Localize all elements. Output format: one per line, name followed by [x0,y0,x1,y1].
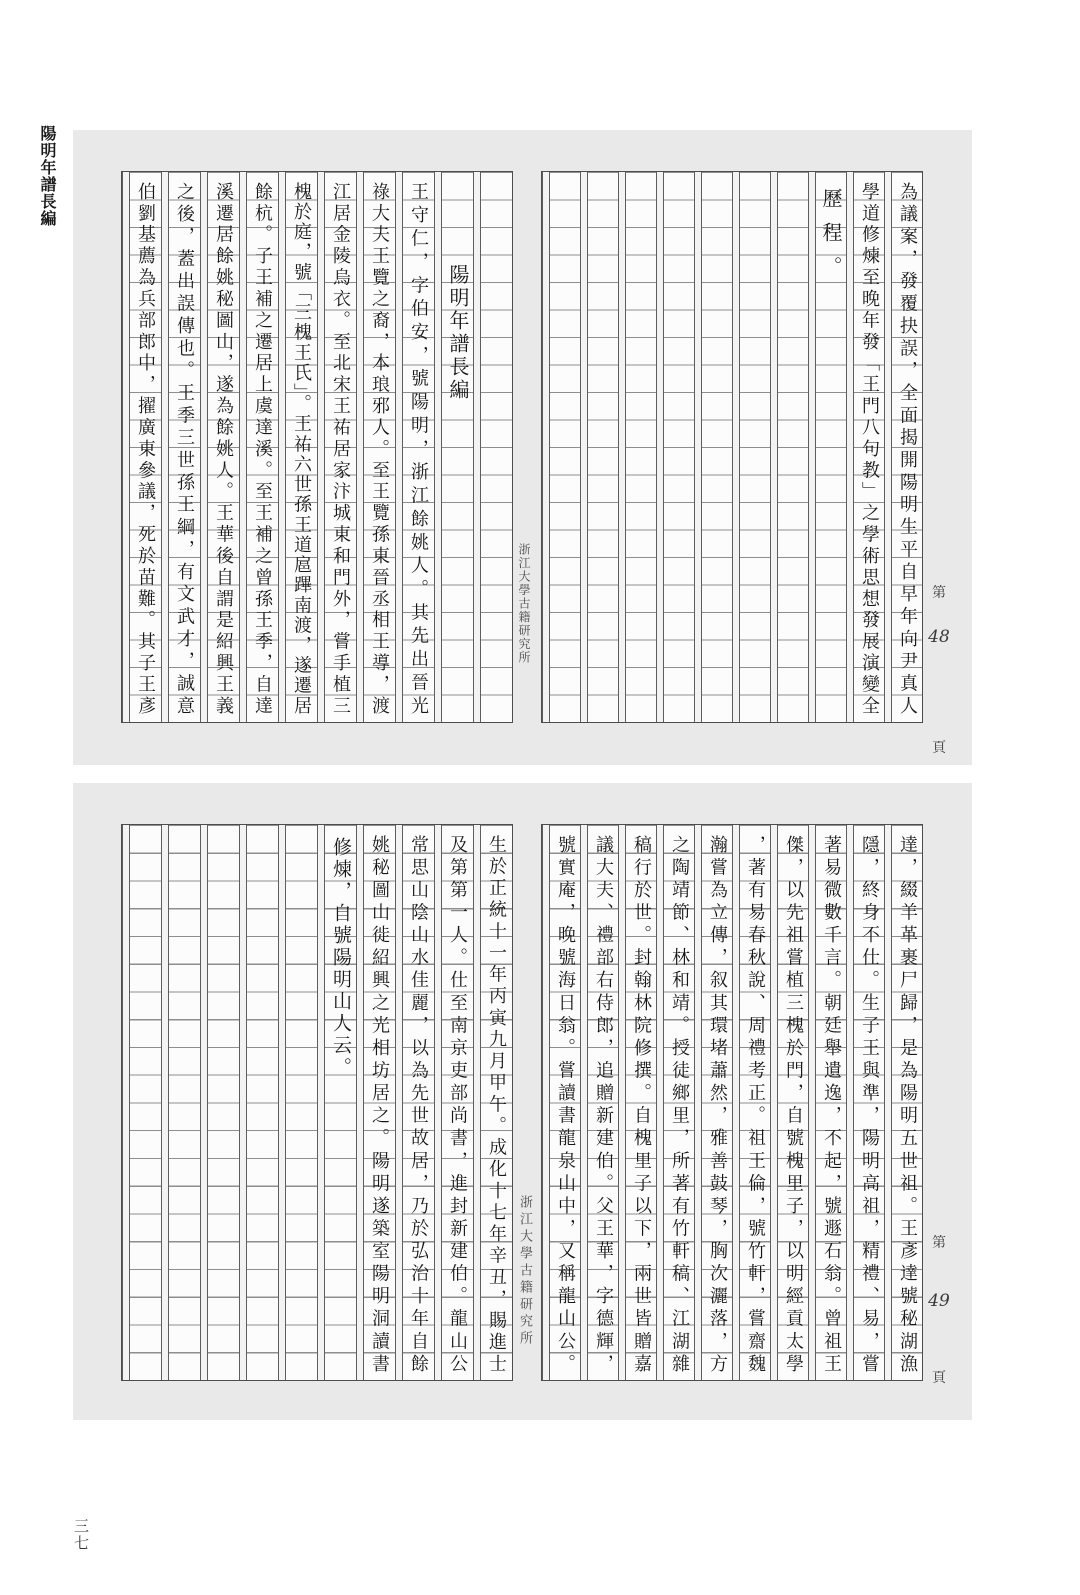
page-label-suffix: 頁 [932,740,946,756]
page-number: 49 [928,1291,950,1311]
book-title-column: 陽明年譜長編 [446,264,470,402]
grid-panel-right [542,825,922,1380]
folio-page-number: 三七 [72,1518,90,1552]
text-column: 槐於庭，號「三槐王氏」。王祐六世孫王道扈蹕南渡，遂遷居 [291,182,312,714]
text-column: 及第第一人。仕至南京吏部尚書，進封新建伯。龍山公 [447,835,468,1372]
text-column: 隱，終身不仕。生子王與準，陽明高祖，精禮、易，嘗 [859,835,880,1372]
text-column: 江居金陵烏衣。至北宋王祐居家汴城東和門外，嘗手植三 [330,182,351,714]
text-column: 歷程。 [819,188,843,290]
text-column: 議大夫、禮部右侍郎，追贈新建伯。父王華，字德輝， [593,835,614,1372]
grid-panel-left [122,172,512,722]
running-head: 陽明年譜長編 [38,125,57,227]
text-column: 常思山陰山水佳麗，以為先世故居，乃於弘治十年自餘 [408,835,429,1372]
institution-stamp: 浙江大學古籍研究所 [517,543,531,665]
text-column: 祿大夫王覽之裔，本琅邪人。至王覽孫東晉丞相王導，渡 [369,182,390,714]
text-column: 為議案，發覆抉誤，全面揭開陽明生平自早年向尹真人 [897,182,918,714]
page-label-prefix: 第 [932,1235,946,1251]
text-column: ，著有易春秋說、周禮考正。祖王倫，號竹軒，嘗齋魏 [745,835,766,1372]
text-column: 學道修煉至晚年發「王門八句教」之學術思想發展演變全 [859,182,880,714]
page-label-prefix: 第 [932,585,946,601]
manuscript-sheet-page-48 [73,130,972,765]
text-column: 之陶靖節、林和靖。授徒鄉里，所著有竹軒稿、江湖雜 [669,835,690,1372]
text-column: 生於正統十一年丙寅九月甲午。成化十七年辛丑，賜進士 [486,835,507,1372]
text-column: 王守仁，字伯安，號陽明，浙江餘姚人。其先出晉光 [408,182,429,714]
text-column: 之後，蓋出誤傳也。王季三世孫王綱，有文武才，誠意 [174,182,195,714]
text-column: 姚秘圖山徙紹興之光相坊居之。陽明遂築室陽明洞讀書 [369,835,390,1372]
text-column: 稿行於世。封翰林院修撰。自槐里子以下，兩世皆贈嘉 [631,835,652,1372]
text-column: 著易微數千言。朝廷舉遺逸，不起，號遯石翁。曾祖王 [821,835,842,1372]
page-label-suffix: 頁 [932,1370,946,1386]
text-column: 餘杭。子王補之遷居上虞達溪。至王補之曾孫王季，自達 [252,182,273,714]
institution-stamp: 浙江大學古籍研究所 [517,1195,532,1348]
manuscript-sheet-page-49 [73,783,972,1420]
text-column: 傑，以先祖嘗植三槐於門，自號槐里子，以明經貢太學 [783,835,804,1372]
text-column: 達，綴羊革裹尸歸，是為陽明五世祖。王彥達號秘湖漁 [897,835,918,1372]
grid-panel-right [542,172,922,722]
text-column: 號實庵，晚號海日翁。嘗讀書龍泉山中，又稱龍山公。 [555,835,576,1372]
page-number: 48 [928,627,950,647]
grid-panel-left [122,825,512,1380]
text-column: 修煉，自號陽明山人云。 [330,837,352,1079]
text-column: 溪遷居餘姚秘圖山，遂為餘姚人。王華後自謂是紹興王義 [213,182,234,714]
text-column: 瀚嘗為立傳，叙其環堵蕭然，雅善鼓琴，胸次灑落，方 [707,835,728,1372]
text-column: 伯劉基薦為兵部郎中，擢廣東參議，死於苗難。其子王彥 [135,182,156,714]
